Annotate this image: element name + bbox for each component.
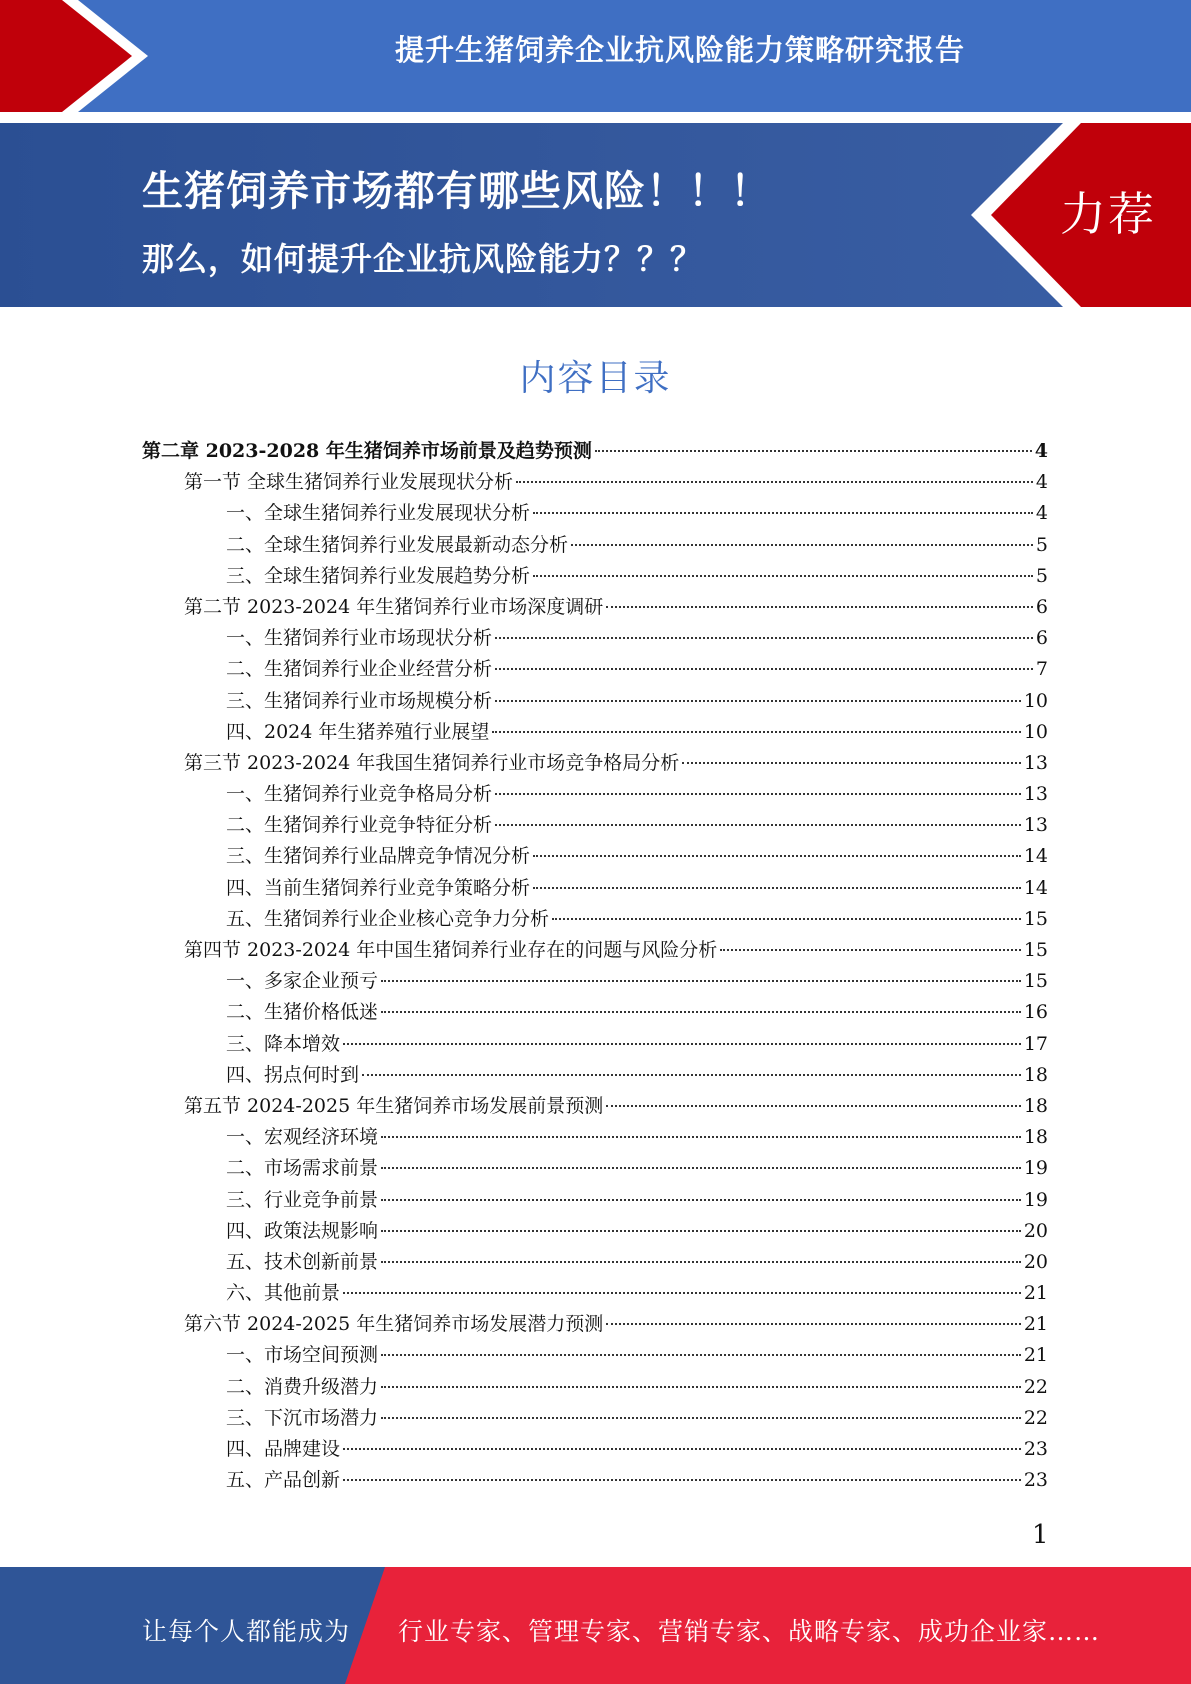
toc-dot-leader xyxy=(495,637,1033,639)
toc-dot-leader xyxy=(362,1074,1021,1076)
toc-entry-text: 第六节 2024-2025 年生猪饲养市场发展潜力预测 xyxy=(184,1313,604,1336)
toc-dot-leader xyxy=(343,1043,1021,1045)
toc-entry[interactable] xyxy=(142,810,1048,841)
toc-entry[interactable] xyxy=(142,1153,1048,1184)
toc-entry-page: 15 xyxy=(1023,970,1048,993)
toc-entry-text: 三、下沉市场潜力 xyxy=(226,1406,379,1429)
toc-dot-leader xyxy=(343,1448,1021,1450)
footer-slogan-left: 让每个人都能成为 xyxy=(142,1617,351,1646)
toc-entry-page: 5 xyxy=(1035,533,1048,556)
toc-entry[interactable] xyxy=(142,436,1048,467)
toc-entry[interactable] xyxy=(142,966,1048,997)
toc-dot-leader xyxy=(343,1479,1021,1481)
toc-entry[interactable] xyxy=(142,841,1048,872)
toc-entry-text: 三、全球生猪饲养行业发展趋势分析 xyxy=(226,564,531,587)
toc-entry-page: 15 xyxy=(1023,939,1048,961)
toc-dot-leader xyxy=(533,575,1033,577)
toc-dot-leader xyxy=(381,1230,1021,1232)
toc-dot-leader xyxy=(381,1199,1021,1201)
toc-entry[interactable] xyxy=(142,1216,1048,1247)
toc-entry[interactable] xyxy=(142,779,1048,810)
toc-entry-text: 第五节 2024-2025 年生猪饲养市场发展前景预测 xyxy=(184,1094,604,1117)
toc-entry-text: 三、行业竞争前景 xyxy=(226,1188,379,1211)
toc-entry-page: 22 xyxy=(1023,1375,1048,1398)
toc-entry-page: 18 xyxy=(1023,1094,1048,1117)
toc-dot-leader xyxy=(571,544,1033,546)
toc-entry[interactable] xyxy=(142,1185,1048,1216)
toc-entry-page: 10 xyxy=(1023,689,1048,712)
report-title: 提升生猪饲养企业抗风险能力策略研究报告 xyxy=(394,33,965,67)
toc-entry-page: 10 xyxy=(1023,720,1048,743)
toc-entry[interactable] xyxy=(142,498,1048,529)
toc-dot-leader xyxy=(381,1417,1021,1419)
toc-entry-text: 三、生猪饲养行业品牌竞争情况分析 xyxy=(226,845,531,868)
toc-entry-text: 四、当前生猪饲养行业竞争策略分析 xyxy=(226,876,531,899)
toc-entry-page: 18 xyxy=(1023,1063,1048,1086)
toc-entry[interactable] xyxy=(142,467,1048,498)
toc-entry[interactable] xyxy=(142,1029,1048,1060)
toc-entry[interactable] xyxy=(142,1434,1048,1465)
toc-entry-text: 四、政策法规影响 xyxy=(226,1219,379,1242)
toc-dot-leader xyxy=(343,1292,1021,1294)
toc-entry-text: 一、市场空间预测 xyxy=(226,1344,379,1367)
toc-entry[interactable] xyxy=(142,935,1048,966)
toc-entry-text: 六、其他前景 xyxy=(226,1282,341,1305)
toc-dot-leader xyxy=(381,1136,1021,1138)
toc-entry-page: 19 xyxy=(1023,1157,1048,1180)
toc-entry-page: 19 xyxy=(1023,1188,1048,1211)
top-red-arrow-decoration xyxy=(0,0,150,112)
toc-dot-leader xyxy=(381,1354,1021,1356)
toc-entry-text: 四、品牌建设 xyxy=(226,1438,341,1460)
toc-dot-leader xyxy=(606,1105,1021,1107)
toc-entry-page: 21 xyxy=(1023,1344,1048,1367)
toc-entry[interactable] xyxy=(142,1403,1048,1434)
toc-dot-leader xyxy=(495,700,1021,702)
toc-dot-leader xyxy=(495,793,1021,795)
toc-entry-page: 13 xyxy=(1023,783,1048,806)
toc-title: 内容目录 xyxy=(519,358,672,399)
toc-list xyxy=(142,436,1048,1496)
toc-entry[interactable] xyxy=(142,1091,1048,1122)
toc-dot-leader xyxy=(495,668,1033,670)
toc-entry-page: 21 xyxy=(1023,1313,1048,1336)
toc-entry-text: 二、生猪饲养行业企业经营分析 xyxy=(226,658,493,681)
toc-entry-page: 20 xyxy=(1023,1219,1048,1242)
toc-dot-leader xyxy=(533,512,1033,514)
toc-entry[interactable] xyxy=(142,1309,1048,1340)
toc-entry-text: 第二章 2023-2028 年生猪饲养市场前景及趋势预测 xyxy=(142,440,592,462)
toc-dot-leader xyxy=(381,980,1021,982)
toc-entry-page: 21 xyxy=(1023,1282,1048,1305)
toc-dot-leader xyxy=(606,606,1033,608)
recommend-badge: 力荐 xyxy=(1060,187,1156,241)
toc-entry-text: 三、降本增效 xyxy=(226,1032,341,1055)
toc-entry-text: 二、消费升级潜力 xyxy=(226,1375,379,1398)
toc-entry-text: 一、多家企业预亏 xyxy=(226,970,379,993)
toc-entry-page: 6 xyxy=(1035,595,1048,618)
toc-entry[interactable] xyxy=(142,592,1048,623)
toc-entry[interactable] xyxy=(142,561,1048,592)
toc-entry[interactable] xyxy=(142,530,1048,561)
toc-entry-text: 一、生猪饲养行业竞争格局分析 xyxy=(226,783,493,806)
toc-entry-page: 13 xyxy=(1023,814,1048,837)
toc-entry-text: 五、生猪饲养行业企业核心竞争力分析 xyxy=(226,907,550,930)
toc-entry-page: 23 xyxy=(1023,1469,1048,1492)
toc-dot-leader xyxy=(381,1386,1021,1388)
toc-entry-page: 17 xyxy=(1023,1032,1048,1055)
toc-entry-page: 13 xyxy=(1023,751,1048,774)
toc-dot-leader xyxy=(595,450,1032,452)
toc-entry[interactable] xyxy=(142,873,1048,904)
toc-entry[interactable] xyxy=(142,1247,1048,1278)
toc-entry-text: 二、生猪价格低迷 xyxy=(226,1001,379,1024)
toc-entry-page: 20 xyxy=(1023,1250,1048,1273)
toc-dot-leader xyxy=(381,1011,1021,1013)
toc-entry[interactable] xyxy=(142,1372,1048,1403)
toc-entry-page: 22 xyxy=(1023,1406,1048,1429)
footer-slogan-right: 行业专家、管理专家、营销专家、战略专家、成功企业家…… xyxy=(398,1617,1101,1646)
toc-entry-text: 二、生猪饲养行业竞争特征分析 xyxy=(226,814,493,837)
toc-entry[interactable] xyxy=(142,748,1048,779)
toc-dot-leader xyxy=(720,949,1021,951)
toc-dot-leader xyxy=(552,918,1021,920)
toc-entry-page: 15 xyxy=(1023,907,1048,930)
toc-entry[interactable] xyxy=(142,717,1048,748)
toc-entry[interactable] xyxy=(142,623,1048,654)
toc-entry-text: 五、技术创新前景 xyxy=(226,1250,379,1273)
toc-entry-text: 二、全球生猪饲养行业发展最新动态分析 xyxy=(226,533,569,556)
toc-entry-page: 4 xyxy=(1035,471,1048,494)
toc-entry-text: 五、产品创新 xyxy=(226,1469,341,1492)
toc-dot-leader xyxy=(516,481,1033,483)
toc-entry-text: 一、全球生猪饲养行业发展现状分析 xyxy=(226,502,531,525)
toc-dot-leader xyxy=(533,855,1021,857)
toc-entry-page: 18 xyxy=(1023,1126,1048,1149)
toc-entry[interactable] xyxy=(142,1122,1048,1153)
toc-dot-leader xyxy=(381,1167,1021,1169)
toc-entry-text: 一、宏观经济环境 xyxy=(226,1126,379,1149)
headline-risks: 生猪饲养市场都有哪些风险！！！ xyxy=(142,167,772,215)
toc-entry-page: 4 xyxy=(1035,502,1048,525)
page-number: 1 xyxy=(1032,1520,1049,1550)
toc-dot-leader xyxy=(606,1323,1021,1325)
toc-entry-text: 四、拐点何时到 xyxy=(226,1063,360,1086)
toc-entry-page: 4 xyxy=(1034,440,1048,462)
toc-entry-page: 5 xyxy=(1035,564,1048,587)
toc-entry-text: 第四节 2023-2024 年中国生猪饲养行业存在的问题与风险分析 xyxy=(184,939,718,961)
toc-entry-text: 一、生猪饲养行业市场现状分析 xyxy=(226,627,493,650)
toc-dot-leader xyxy=(682,762,1021,764)
toc-entry-text: 第一节 全球生猪饲养行业发展现状分析 xyxy=(184,471,514,494)
toc-entry-page: 6 xyxy=(1035,627,1048,650)
toc-entry-text: 第三节 2023-2024 年我国生猪饲养行业市场竞争格局分析 xyxy=(184,751,680,774)
toc-entry-page: 23 xyxy=(1023,1438,1048,1460)
toc-entry-text: 第二节 2023-2024 年生猪饲养行业市场深度调研 xyxy=(184,595,604,618)
toc-entry[interactable] xyxy=(142,1465,1048,1496)
headline-question: 那么，如何提升企业抗风险能力？？？ xyxy=(142,240,704,278)
toc-dot-leader xyxy=(381,1261,1021,1263)
toc-dot-leader xyxy=(495,824,1021,826)
toc-entry-page: 14 xyxy=(1023,876,1048,899)
toc-entry-page: 7 xyxy=(1035,658,1048,681)
toc-entry[interactable] xyxy=(142,654,1048,685)
toc-entry-text: 三、生猪饲养行业市场规模分析 xyxy=(226,689,493,712)
toc-entry[interactable] xyxy=(142,904,1048,935)
toc-entry-page: 14 xyxy=(1023,845,1048,868)
toc-dot-leader xyxy=(492,731,1020,733)
toc-entry[interactable] xyxy=(142,1060,1048,1091)
toc-entry[interactable] xyxy=(142,686,1048,717)
toc-dot-leader xyxy=(533,887,1021,889)
toc-entry[interactable] xyxy=(142,997,1048,1028)
toc-entry[interactable] xyxy=(142,1340,1048,1371)
toc-entry[interactable] xyxy=(142,1278,1048,1309)
toc-entry-text: 二、市场需求前景 xyxy=(226,1157,379,1180)
toc-entry-text: 四、2024 年生猪养殖行业展望 xyxy=(226,720,490,743)
toc-entry-page: 16 xyxy=(1023,1001,1048,1024)
